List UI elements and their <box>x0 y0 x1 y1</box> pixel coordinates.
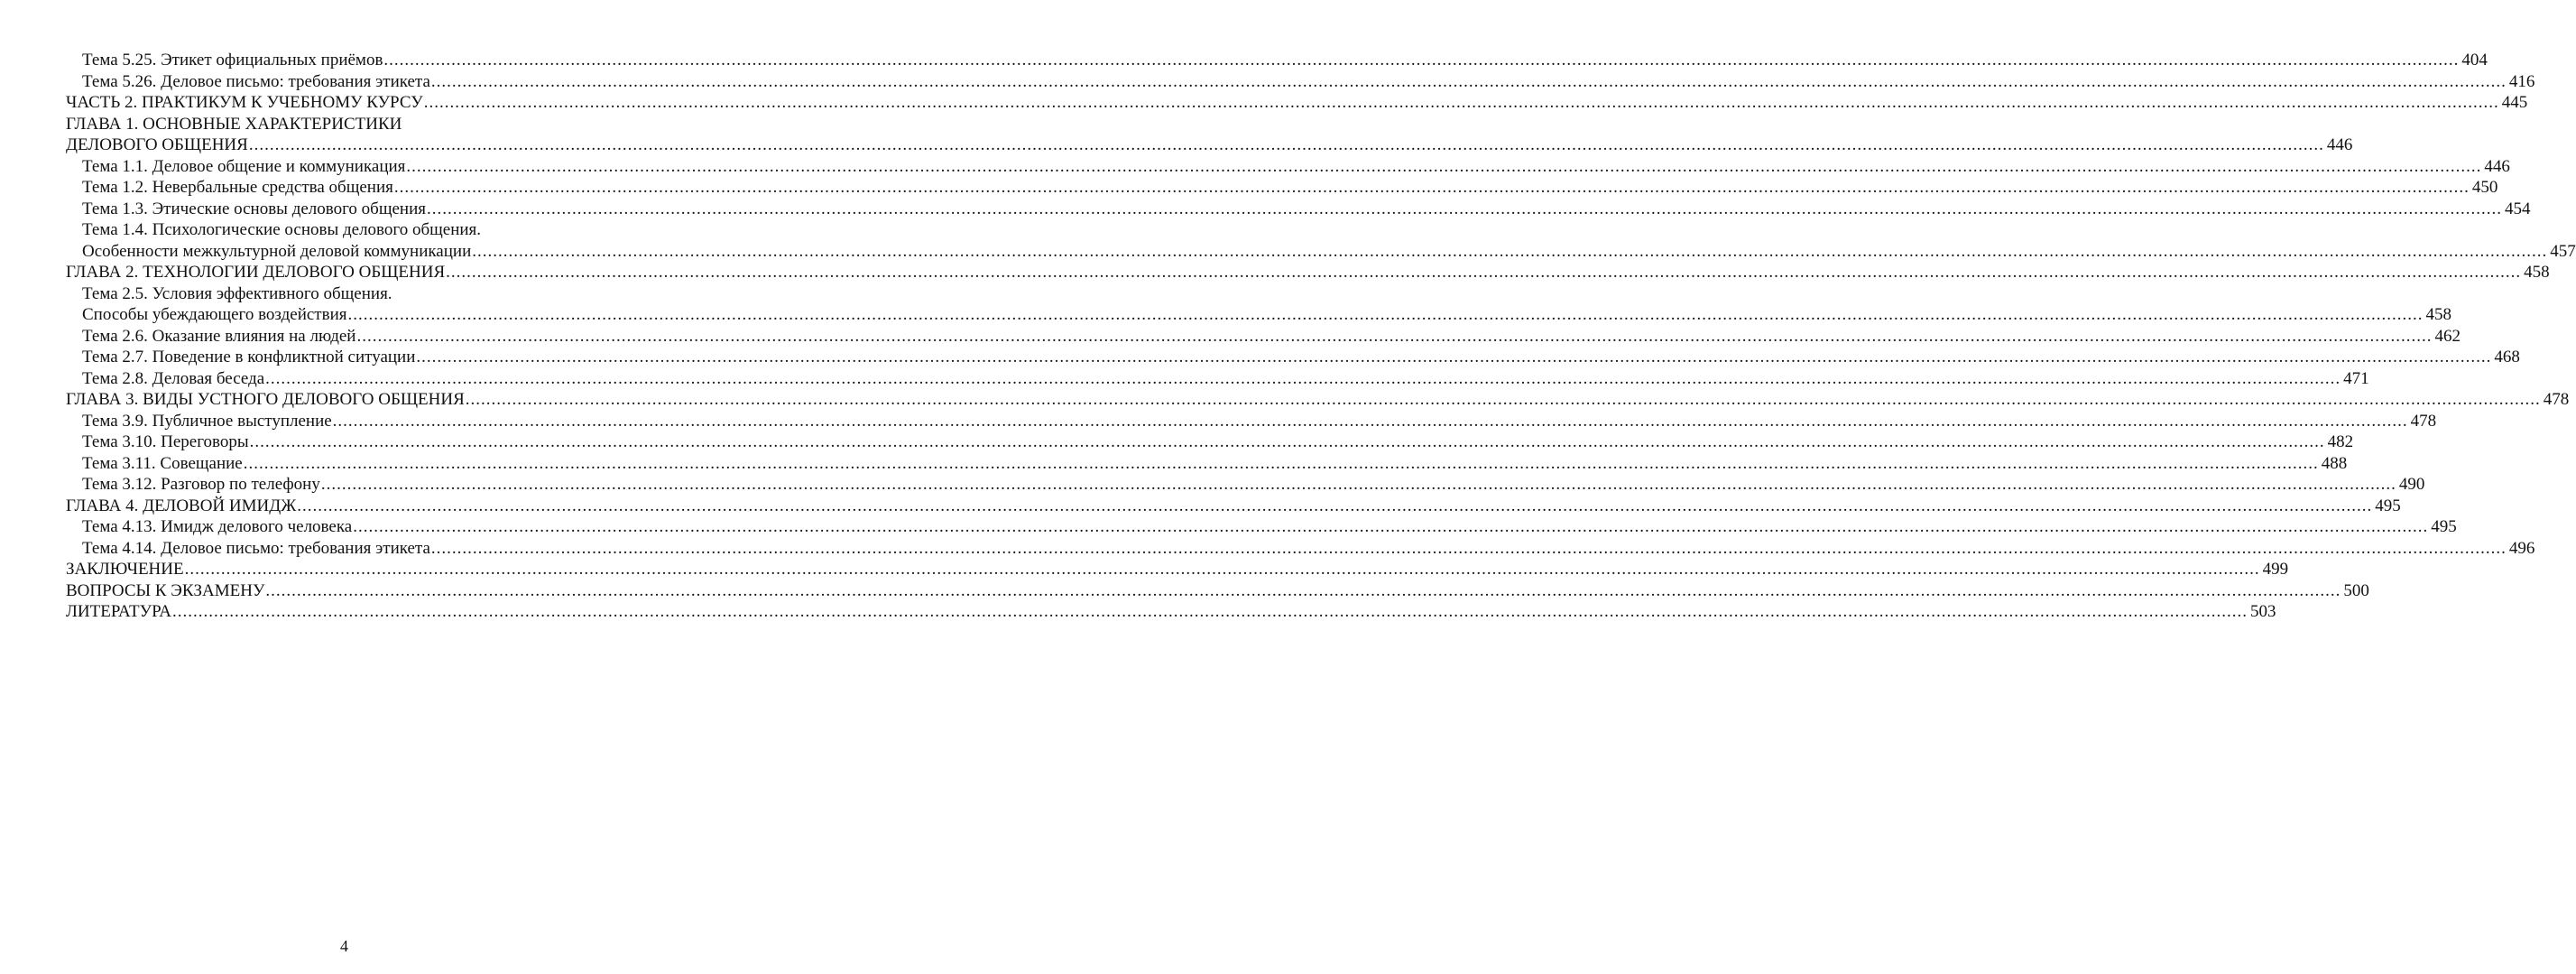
toc-entry-page: 404 <box>2461 51 2488 70</box>
toc-entry-page: 458 <box>2524 263 2550 282</box>
toc-entry <box>66 114 2353 156</box>
toc-entry-page: 445 <box>2501 93 2528 112</box>
toc-entry-title: Тема 1.1. Деловое общение и коммуникация <box>82 156 406 176</box>
toc-entry <box>66 156 2510 178</box>
dot-leader: ................................................................................................................................................................................................................................................................................................................................................................................................................ <box>430 538 2507 558</box>
toc-entry <box>66 177 2498 199</box>
dot-leader: ................................................................................................................................................................................................................................................................................................................................................................................................................ <box>356 326 2433 346</box>
dot-leader: ................................................................................................................................................................................................................................................................................................................................................................................................................ <box>347 305 2424 324</box>
toc-entry-title-line: ГЛАВА 1. ОСНОВНЫЕ ХАРАКТЕРИСТИКИ <box>66 114 402 134</box>
dot-leader: ................................................................................................................................................................................................................................................................................................................................................................................................................ <box>243 453 2319 473</box>
toc-entry-title: Тема 3.11. Совещание <box>82 453 243 473</box>
dot-leader: ................................................................................................................................................................................................................................................................................................................................................................................................................ <box>416 348 2492 366</box>
dot-leader: ................................................................................................................................................................................................................................................................................................................................................................................................................ <box>297 496 2373 515</box>
dot-leader: ................................................................................................................................................................................................................................................................................................................................................................................................................ <box>393 178 2470 197</box>
toc-entry <box>66 411 2437 432</box>
toc-entry-title: ЗАКЛЮЧЕНИЕ <box>66 560 184 579</box>
dot-leader: ................................................................................................................................................................................................................................................................................................................................................................................................................ <box>265 580 2341 600</box>
toc-entry-page: 450 <box>2471 178 2498 197</box>
toc-entry-title-line: Тема 1.4. Психологические основы делового общения. <box>82 220 482 239</box>
toc-entry-title: Тема 3.9. Публичное выступление <box>82 411 332 431</box>
toc-entry-title: ГЛАВА 2. ТЕХНОЛОГИИ ДЕЛОВОГО ОБЩЕНИЯ <box>66 263 446 282</box>
toc-entry-title: Особенности межкультурной деловой коммуникации <box>82 241 472 261</box>
toc-entry <box>66 199 2531 220</box>
toc-entry-title: ЧАСТЬ 2. ПРАКТИКУМ К УЧЕБНОМУ КУРСУ <box>66 93 423 112</box>
dot-leader: ................................................................................................................................................................................................................................................................................................................................................................................................................ <box>383 51 2460 70</box>
toc-entry-page: 457 <box>2550 241 2576 261</box>
toc-entry <box>66 516 2457 538</box>
toc-entry-page: 478 <box>2410 411 2437 431</box>
toc-entry <box>66 389 2570 411</box>
toc-entry-title: Способы убеждающего воздействия <box>82 305 347 324</box>
toc-entry <box>66 474 2425 496</box>
dot-leader: ................................................................................................................................................................................................................................................................................................................................................................................................................ <box>265 368 2341 388</box>
toc-entry <box>66 219 2576 262</box>
table-of-contents <box>66 50 2576 623</box>
toc-entry-title: Тема 2.7. Поведение в конфликтной ситуации <box>82 348 416 366</box>
toc-entry-title: Тема 2.8. Деловая беседа <box>82 368 265 388</box>
toc-entry-page: 495 <box>2431 517 2457 536</box>
dot-leader: ................................................................................................................................................................................................................................................................................................................................................................................................................ <box>248 135 2324 154</box>
toc-entry-title: Тема 3.12. Разговор по телефону <box>82 475 320 494</box>
toc-entry <box>66 368 2369 390</box>
toc-entry <box>66 262 2550 283</box>
dot-leader: ................................................................................................................................................................................................................................................................................................................................................................................................................ <box>427 199 2502 218</box>
dot-leader: ................................................................................................................................................................................................................................................................................................................................................................................................................ <box>406 156 2482 176</box>
toc-entry-page: 482 <box>2327 432 2354 451</box>
toc-entry-page: 468 <box>2494 348 2520 366</box>
dot-leader: ................................................................................................................................................................................................................................................................................................................................................................................................................ <box>446 263 2522 282</box>
dot-leader: ................................................................................................................................................................................................................................................................................................................................................................................................................ <box>249 432 2325 451</box>
toc-entry-title: Тема 2.6. Оказание влияния на людей <box>82 326 356 346</box>
dot-leader: ................................................................................................................................................................................................................................................................................................................................................................................................................ <box>472 241 2548 261</box>
toc-entry-page: 471 <box>2343 368 2369 388</box>
toc-entry <box>66 538 2535 560</box>
dot-leader: ................................................................................................................................................................................................................................................................................................................................................................................................................ <box>320 475 2396 494</box>
toc-entry <box>66 453 2348 475</box>
toc-entry <box>66 71 2535 93</box>
toc-entry-page: 478 <box>2543 390 2570 409</box>
toc-entry <box>66 580 2369 602</box>
dot-leader: ................................................................................................................................................................................................................................................................................................................................................................................................................ <box>430 71 2507 91</box>
toc-entry <box>66 326 2461 348</box>
toc-entry-page: 446 <box>2484 156 2510 176</box>
dot-leader: ................................................................................................................................................................................................................................................................................................................................................................................................................ <box>465 390 2541 409</box>
toc-entry-page: 488 <box>2321 453 2348 473</box>
toc-entry-title: ГЛАВА 3. ВИДЫ УСТНОГО ДЕЛОВОГО ОБЩЕНИЯ <box>66 390 465 409</box>
toc-entry-page: 462 <box>2434 326 2461 346</box>
toc-entry-title: Тема 4.14. Деловое письмо: требования этикета <box>82 538 430 558</box>
toc-entry-page: 458 <box>2425 305 2451 324</box>
toc-entry-page: 495 <box>2375 496 2401 515</box>
toc-entry <box>66 283 2451 326</box>
toc-entry <box>66 601 2276 623</box>
toc-entry <box>66 559 2289 580</box>
toc-entry <box>66 347 2520 368</box>
toc-entry-title: Тема 5.26. Деловое письмо: требования этикета <box>82 71 430 91</box>
toc-entry <box>66 92 2528 114</box>
dot-leader: ................................................................................................................................................................................................................................................................................................................................................................................................................ <box>171 602 2248 621</box>
toc-entry-page: 490 <box>2398 475 2425 494</box>
toc-entry <box>66 431 2354 453</box>
toc-entry-page: 454 <box>2505 199 2531 218</box>
toc-entry <box>66 50 2488 71</box>
toc-entry-title: ГЛАВА 4. ДЕЛОВОЙ ИМИДЖ <box>66 496 297 515</box>
toc-entry-page: 499 <box>2262 560 2289 579</box>
dot-leader: ................................................................................................................................................................................................................................................................................................................................................................................................................ <box>353 517 2429 536</box>
toc-entry-page: 503 <box>2249 602 2276 621</box>
page-number: 4 <box>340 937 348 955</box>
toc-entry-title: Тема 5.25. Этикет официальных приёмов <box>82 51 383 70</box>
toc-entry-title: Тема 4.13. Имидж делового человека <box>82 517 353 536</box>
dot-leader: ................................................................................................................................................................................................................................................................................................................................................................................................................ <box>184 560 2260 579</box>
toc-entry-title: Тема 1.3. Этические основы делового общения <box>82 199 426 218</box>
toc-entry-page: 446 <box>2326 135 2353 154</box>
toc-entry-title: ЛИТЕРАТУРА <box>66 602 171 621</box>
dot-leader: ................................................................................................................................................................................................................................................................................................................................................................................................................ <box>332 411 2408 431</box>
toc-entry-title: ДЕЛОВОГО ОБЩЕНИЯ <box>66 135 248 154</box>
toc-entry-title-line: Тема 2.5. Условия эффективного общения. <box>82 283 392 303</box>
dot-leader: ................................................................................................................................................................................................................................................................................................................................................................................................................ <box>423 93 2499 112</box>
toc-entry-title: Тема 1.2. Невербальные средства общения <box>82 178 393 197</box>
toc-entry-title: ВОПРОСЫ К ЭКЗАМЕНУ <box>66 580 265 600</box>
toc-entry-page: 500 <box>2343 580 2369 600</box>
toc-entry <box>66 496 2401 517</box>
toc-entry-title: Тема 3.10. Переговоры <box>82 432 249 451</box>
toc-entry-page: 416 <box>2508 71 2535 91</box>
toc-entry-page: 496 <box>2508 538 2535 558</box>
